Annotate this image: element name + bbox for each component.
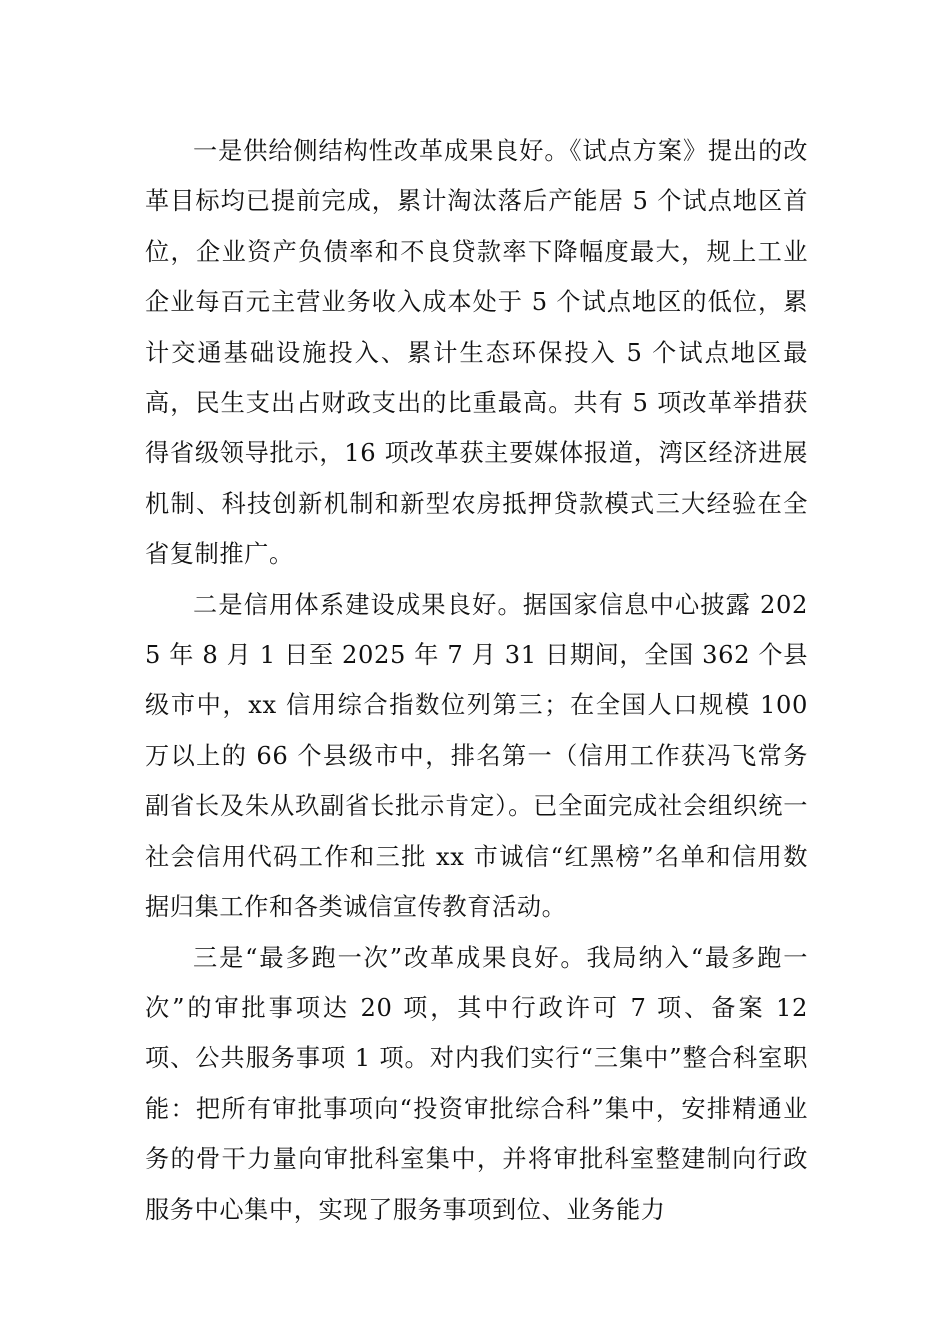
paragraph-supply-side-reform: 一是供给侧结构性改革成果良好。《试点方案》提出的改革目标均已提前完成，累计淘汰落后产能居 5 个试点地区首位，企业资产负债率和不良贷款率下降幅度最大，规上工业企业每百元主营业务收入成本处于 5 个试点地区的低位，累计交通基础设施投入、累计生态环保投入 5 个试点地区最高，民生支出占财政支出的比重最高。共有 5 项改革举措获得省级领导批示，16 项改革获主要媒体报道，湾区经济进展机制、科技创新机制和新型农房抵押贷款模式三大经验在全省复制推广。 bbox=[145, 137, 808, 569]
paragraph-credit-system: 二是信用体系建设成果良好。据国家信息中心披露 2025 年 8 月 1 日至 2025 年 7 月 31 日期间，全国 362 个县级市中，xx 信用综合指数位列第三；在全国人口规模 100 万以上的 66 个县级市中，排名第一（信用工作获冯飞常务副省长及朱从玖副省长批示肯定）。已全面完成社会组织统一社会信用代码工作和三批 xx 市诚信“红黑榜”名单和信用数据归集工作和各类诚信宣传教育活动。 bbox=[145, 590, 808, 922]
paragraph-run-once-reform: 三是“最多跑一次”改革成果良好。我局纳入“最多跑一次”的审批事项达 20 项，其中行政许可 7 项、备案 12 项、公共服务事项 1 项。对内我们实行“三集中”整合科室职能：把所有审批事项向“投资审批综合科”集中，安排精通业务的骨干力量向审批科室集中，并将审批科室整建制向行政服务中心集中，实现了服务事项到位、业务能力 bbox=[145, 943, 808, 1224]
document-body bbox=[145, 126, 808, 1235]
